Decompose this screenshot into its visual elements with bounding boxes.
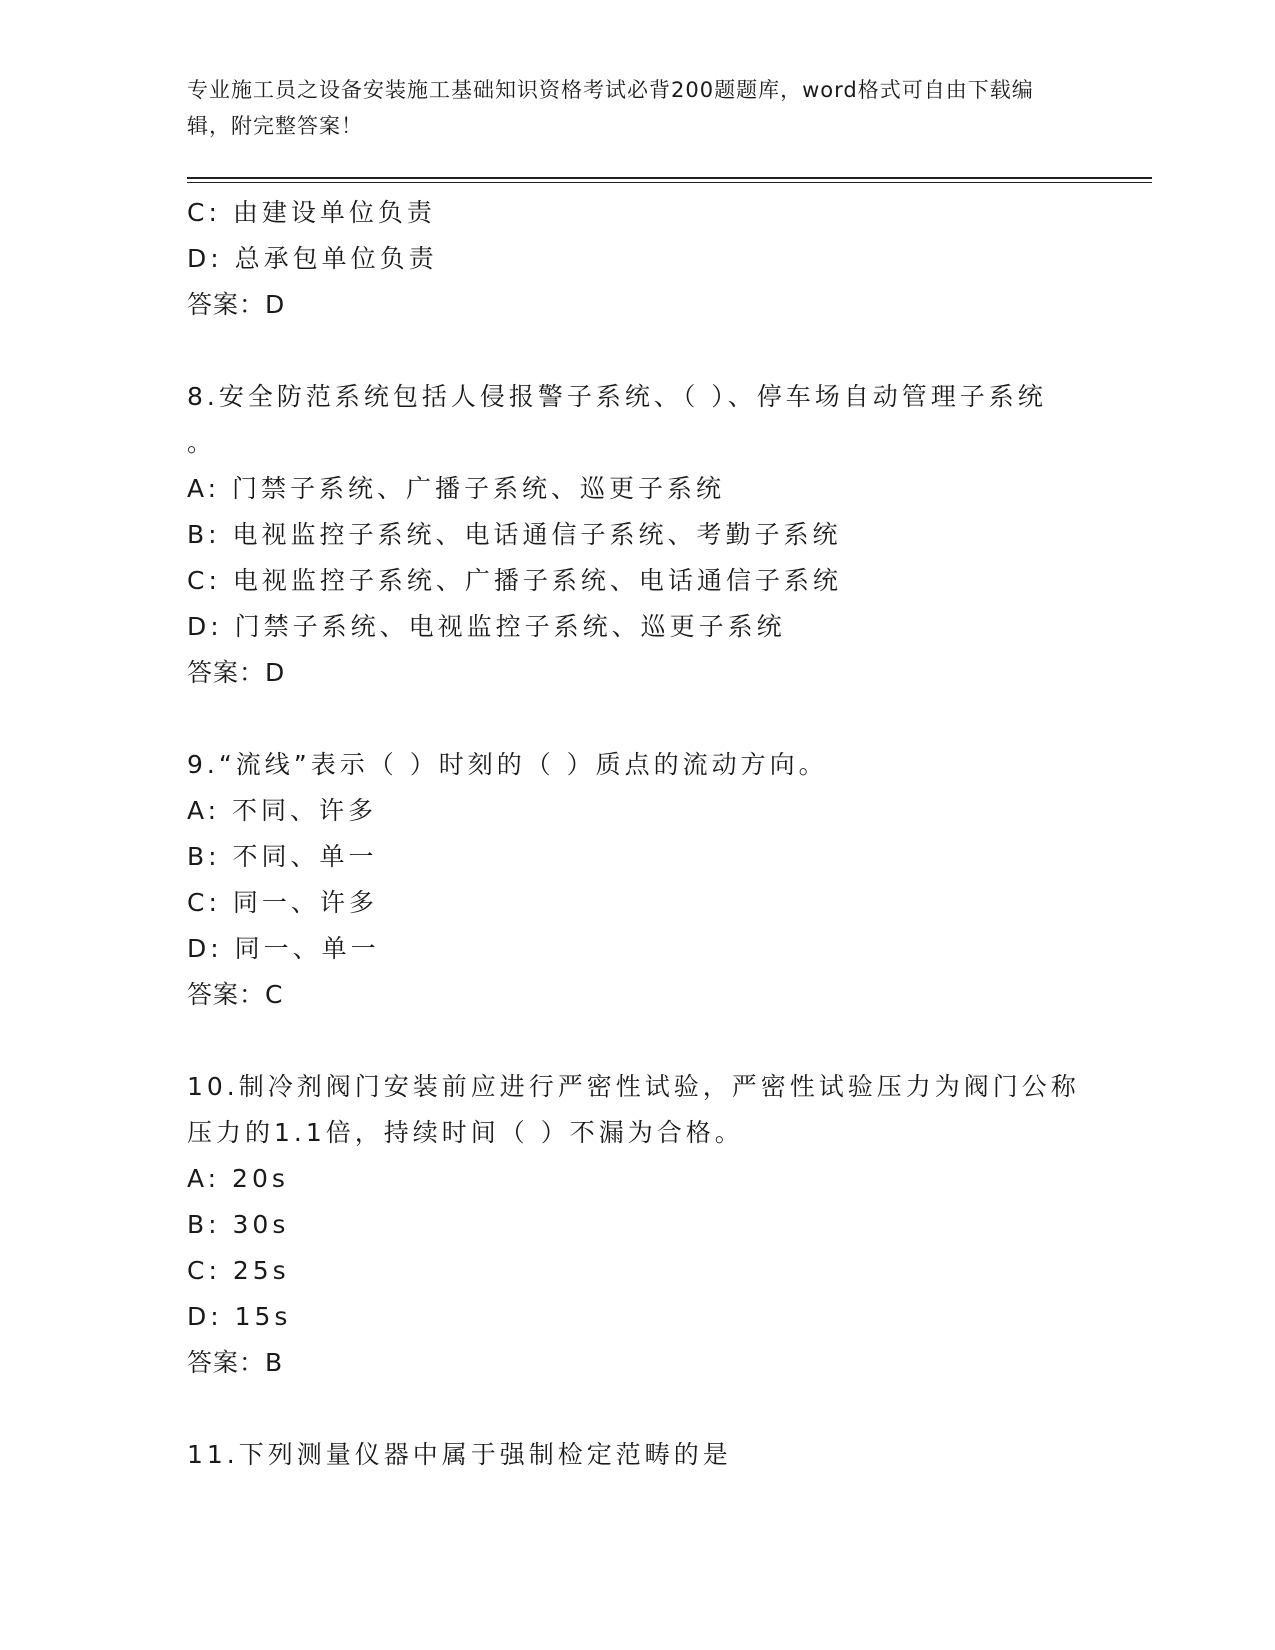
document-header: 专业施工员之设备安装施工基础知识资格考试必背200题题库，word格式可自由下载编辑，附完整答案！ (187, 78, 1034, 138)
question-line: B: 30s (187, 1210, 290, 1239)
answer-line: 答案：D (187, 290, 286, 319)
header-rule-thin (187, 182, 1152, 183)
spacer (187, 696, 1087, 742)
question-line: A: 门禁子系统、广播子系统、巡更子系统 (187, 474, 726, 503)
question-line: A: 20s (187, 1164, 289, 1193)
question-line: A: 不同、许多 (187, 796, 378, 825)
question-line: 8.安全防范系统包括人侵报警子系统、（ ）、停车场自动管理子系统 (187, 382, 1047, 411)
spacer (187, 1386, 1087, 1432)
question-line: 。 (187, 428, 217, 457)
question-line: C: 由建设单位负责 (187, 198, 436, 227)
question-line: 9.“流线”表示（ ）时刻的（ ）质点的流动方向。 (187, 750, 828, 779)
spacer (187, 328, 1087, 374)
question-line: D: 门禁子系统、电视监控子系统、巡更子系统 (187, 612, 786, 641)
spacer (187, 1018, 1087, 1064)
answer-line: 答案：C (187, 980, 284, 1009)
header-rule-thick (187, 177, 1152, 179)
question-line: 10.制冷剂阀门安装前应进行严密性试验，严密性试验压力为阀门公称 (187, 1072, 1080, 1101)
question-line: B: 电视监控子系统、电话通信子系统、考勤子系统 (187, 520, 842, 549)
question-content (187, 190, 1087, 1478)
question-line: D: 总承包单位负责 (187, 244, 438, 273)
question-line: B: 不同、单一 (187, 842, 378, 871)
question-line: 11.下列测量仪器中属于强制检定范畴的是 (187, 1440, 732, 1469)
question-line: C: 电视监控子系统、广播子系统、电话通信子系统 (187, 566, 842, 595)
question-line: D: 同一、单一 (187, 934, 380, 963)
question-line: C: 25s (187, 1256, 290, 1285)
question-line: C: 同一、许多 (187, 888, 378, 917)
answer-line: 答案：D (187, 658, 286, 687)
question-line: 压力的1.1倍，持续时间（ ）不漏为合格。 (187, 1118, 744, 1147)
answer-line: 答案：B (187, 1348, 284, 1377)
question-line: D: 15s (187, 1302, 292, 1331)
